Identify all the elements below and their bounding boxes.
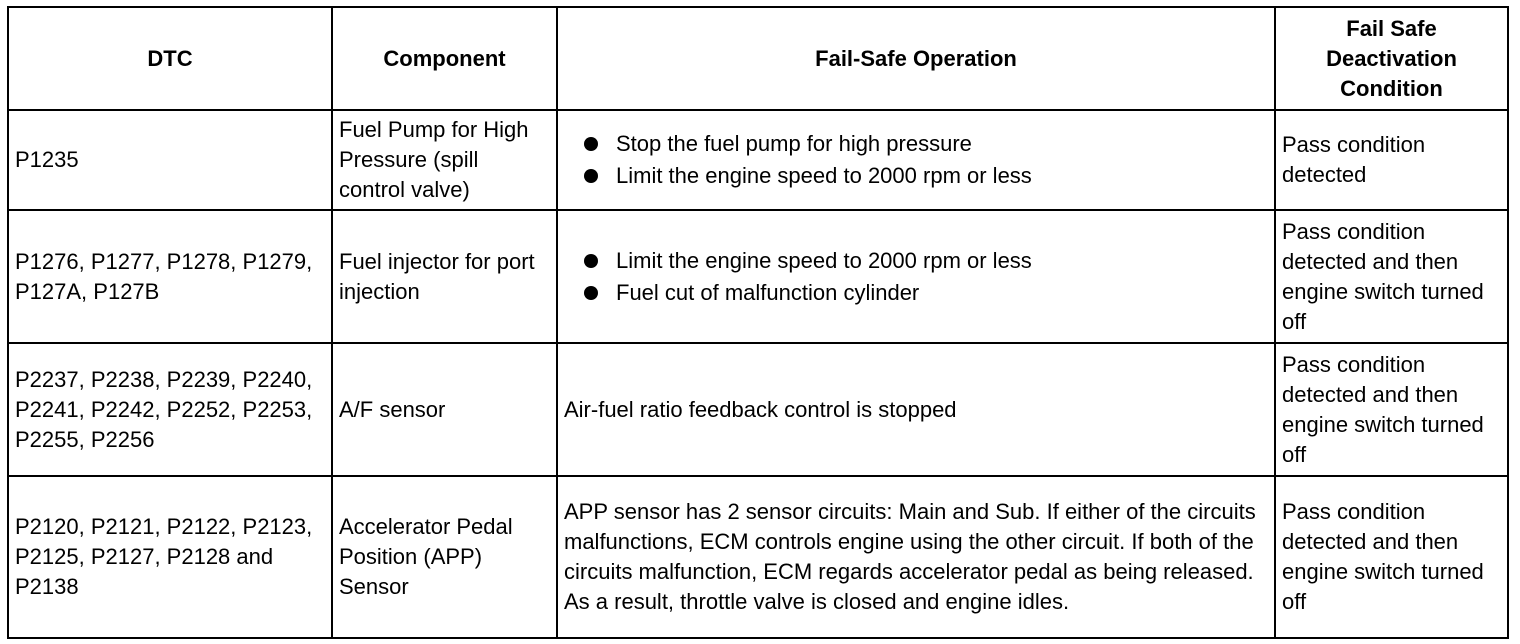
bullet-icon <box>584 254 598 268</box>
header-deactivation: Fail Safe Deactivation Condition <box>1275 7 1508 110</box>
dtc-cell: P1235 <box>8 110 332 210</box>
list-item <box>584 128 1268 160</box>
deactivation-cell: Pass condition detected <box>1275 110 1508 210</box>
fail-safe-table <box>7 6 1509 639</box>
component-cell: Fuel Pump for High Pressure (spill control valve) <box>332 110 557 210</box>
dtc-cell: P2237, P2238, P2239, P2240, P2241, P2242, P2252, P2253, P2255, P2256 <box>8 343 332 476</box>
list-item <box>584 277 1268 309</box>
table-row <box>8 110 1508 210</box>
component-cell: Fuel injector for port injection <box>332 210 557 343</box>
component-cell: Accelerator Pedal Position (APP) Sensor <box>332 476 557 638</box>
header-row <box>8 7 1508 110</box>
bullet-icon <box>584 169 598 183</box>
operation-list <box>564 128 1268 192</box>
component-cell: A/F sensor <box>332 343 557 476</box>
list-item-text: Fuel cut of malfunction cylinder <box>616 279 920 305</box>
operation-cell <box>557 110 1275 210</box>
deactivation-cell: Pass condition detected and then engine switch turned off <box>1275 476 1508 638</box>
list-item <box>584 245 1268 277</box>
list-item <box>584 160 1268 192</box>
deactivation-cell: Pass condition detected and then engine switch turned off <box>1275 343 1508 476</box>
table-row <box>8 210 1508 343</box>
operation-cell: APP sensor has 2 sensor circuits: Main and Sub. If either of the circuits malfunctions, ECM controls engine using the other circuit. If both of the circuits malfunction, ECM regards accelerator pedal as being released. As a result, throttle valve is closed and engine idles. <box>557 476 1275 638</box>
operation-list <box>564 245 1268 309</box>
bullet-icon <box>584 286 598 300</box>
operation-cell: Air-fuel ratio feedback control is stopped <box>557 343 1275 476</box>
bullet-icon <box>584 137 598 151</box>
deactivation-cell: Pass condition detected and then engine switch turned off <box>1275 210 1508 343</box>
list-item-text: Limit the engine speed to 2000 rpm or less <box>616 163 1032 188</box>
table-row <box>8 476 1508 638</box>
list-item-text: Stop the fuel pump for high pressure <box>616 131 972 156</box>
header-operation: Fail-Safe Operation <box>557 7 1275 110</box>
list-item-text: Limit the engine speed to 2000 rpm or less <box>616 247 1032 273</box>
dtc-cell: P2120, P2121, P2122, P2123, P2125, P2127, P2128 and P2138 <box>8 476 332 638</box>
header-component: Component <box>332 7 557 110</box>
table-row <box>8 343 1508 476</box>
header-dtc: DTC <box>8 7 332 110</box>
dtc-cell: P1276, P1277, P1278, P1279, P127A, P127B <box>8 210 332 343</box>
operation-cell <box>557 210 1275 343</box>
